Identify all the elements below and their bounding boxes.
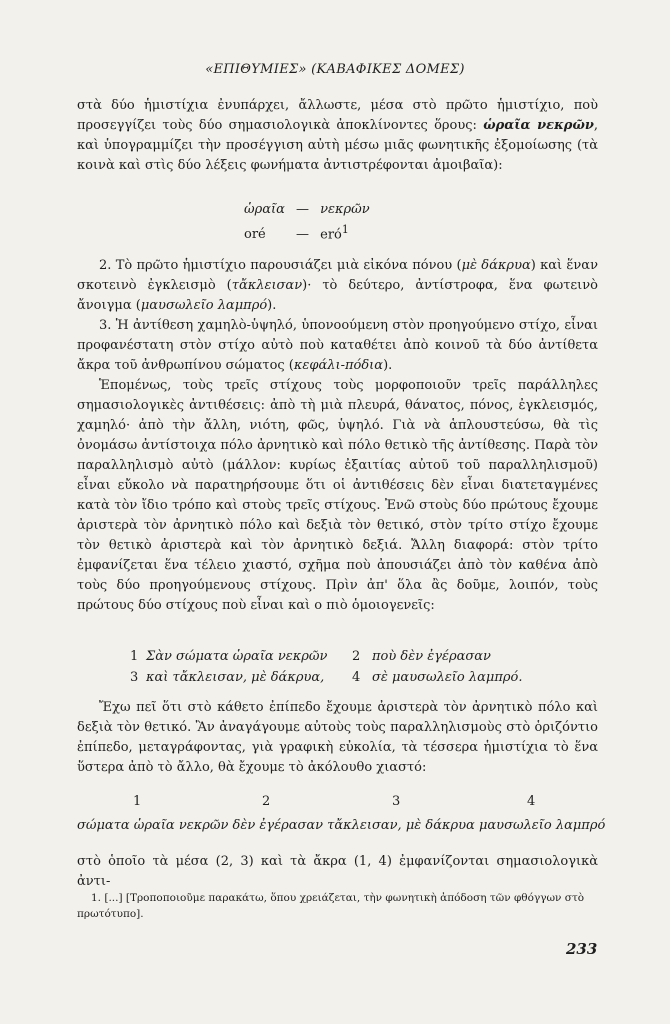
chiasm-number: 1 — [133, 794, 142, 809]
formula-row-phonetic — [244, 220, 370, 245]
page-number: 233 — [566, 940, 598, 958]
phonetic-formula — [244, 200, 370, 245]
verse-number: 4 — [352, 670, 361, 685]
formula-phon-ero: eró — [320, 227, 342, 243]
formula-word-nekron: νεκρῶν — [320, 202, 370, 217]
formula-dash: — — [296, 227, 309, 243]
paragraph-2-italic-3: μαυσωλεῖο λαμπρό — [140, 298, 268, 313]
verse-text: ποὺ δὲν ἐγέρασαν — [372, 649, 491, 664]
paragraph-1-italic: ὡραῖα νεκρῶν — [483, 118, 594, 133]
formula-dash: — — [296, 202, 309, 217]
chiasm-number: 2 — [262, 794, 271, 809]
paragraph-1-text-a: στὰ δύο ἡμιστίχια ἐνυπάρχει, ἄλλωστε, μέσα στὸ πρῶτο ἡμιστίχιο, ποὺ προσεγγίζει τοὺς δύο σημασιολογικὰ ἀποκλίνοντες ὅρους: — [77, 98, 598, 133]
paragraph-1-text-b: , καὶ ὑπογραμμίζει τὴν προσέγγιση αὐτὴ μέσω μιᾶς φωνητικῆς ἐξομοίωσης (τὰ κοινὰ καὶ στὶς δύο λέξεις φωνήματα ἀντιστρέφονται ἀμοιβαῖα): — [77, 118, 598, 173]
verse-number: 1 — [130, 649, 139, 664]
paragraph-5: Ἔχω πεῖ ὅτι στὸ κάθετο ἐπίπεδο ἔχουμε ἀριστερὰ τὸν ἀρνητικὸ πόλο καὶ δεξιὰ τὸν θετικό. Ἂν ἀναγάγουμε αὐτοὺς τοὺς παραλληλισμοὺς στὸ ὁριζόντιο ἐπίπεδο, μεταγράφοντας, γιὰ γραφικὴ εὐκολία, τὰ τέσσερα ἡμιστίχια τὸ ἕνα ὕστερα ἀπὸ τὸ ἄλλο, θὰ ἔχουμε τὸ ἀκόλουθο χιαστό: — [77, 700, 598, 775]
paragraph-1 — [77, 96, 598, 176]
verse-number: 2 — [352, 649, 361, 664]
chiasm-number: 3 — [392, 794, 401, 809]
paragraph-2-text: ) καὶ ἕναν σκοτεινὸ ἐγκλεισμὸ ( — [77, 258, 598, 293]
verse-text: καὶ τἄκλεισαν, μὲ δάκρυα, — [146, 670, 325, 685]
paragraph-2 — [77, 256, 598, 316]
paragraph-2-text: )· τὸ δεύτερο, ἀντίστροφα, ἕνα φωτεινὸ ἄνοιγμα ( — [77, 278, 598, 313]
formula-row-greek — [244, 200, 370, 220]
paragraph-2-text: 2. Τὸ πρῶτο ἡμιστίχιο παρουσιάζει μιὰ εἰκόνα πόνου ( — [99, 258, 462, 273]
paragraph-3 — [77, 316, 598, 376]
footnote: 1. [...] [Τροποποιοῦμε παρακάτω, ὅπου χρειάζεται, τὴν φωνητικὴ ἀπόδοση τῶν φθόγγων στὸ πρωτότυπο]. — [77, 892, 585, 920]
paragraph-3-text: ). — [383, 358, 393, 373]
formula-phon-ore: oré — [244, 227, 266, 243]
chiasm-numbers — [0, 794, 670, 814]
verse-text: Σὰν σώματα ὡραῖα νεκρῶν — [146, 649, 328, 664]
verse-number: 3 — [130, 670, 139, 685]
paragraph-3-text: 3. Ἡ ἀντίθεση χαμηλὸ-ὑψηλό, ὑπονοούμενη στὸν προηγούμενο στίχο, εἶναι προφανέστατη στὸν στίχο αὐτὸ ποὺ καταθέτει ἀπὸ κοινοῦ τὰ δύο ἀντίθετα ἄκρα τοῦ ἀνθρωπίνου σώματος ( — [77, 318, 598, 373]
paragraph-2-text: ). — [267, 298, 277, 313]
verse-line — [130, 667, 522, 688]
paragraph-4: Ἑπομένως, τοὺς τρεῖς στίχους τοὺς μορφοποιοῦν τρεῖς παράλληλες σημασιολογικὲς ἀντιθέσεις: ἀπὸ τὴ μιὰ πλευρά, θάνατος, πόνος, ἐγκλεισμός, χαμηλό· ἀπὸ τὴν ἄλλη, νιότη, φῶς, ὑψηλό. Γιὰ νὰ ἁπλουστεύσω, θὰ τὶς ὀνομάσω ἀντίστοιχα πόλο ἀρνητικὸ καὶ πόλο θετικὸ τῆς ἀντίθεσης. Παρὰ τὸν παραλληλισμὸ αὐτὸ (μάλλον: κυρίως ἐξαιτίας αὐτοῦ τοῦ παραλληλισμοῦ) εἶναι εὔκολο νὰ παρατηρήσουμε ὅτι οἱ ἀντιθέσεις δὲν εἶναι διατεταγμένες κατὰ τὸν ἴδιο τρόπο καὶ στοὺς τρεῖς στίχους. Ἐνῶ στοὺς δύο πρώτους ἔχουμε ἀριστερὰ τὸν ἀρνητικὸ πόλο καὶ δεξιὰ τὸν θετικό, στὸν τρίτο στίχο ἔχουμε τὸν θετικὸ ἀριστερὰ καὶ τὸν ἀρνητικὸ δεξιά. Ἄλλη διαφορά: στὸν τρίτο ἐμφανίζεται ἕνα τέλειο χιαστό, σχῆμα ποὺ ἀπουσιάζει ἀπὸ τὸν καθένα ἀπὸ τοὺς δύο προηγούμενους στίχους. Πρὶν ἀπ' ὅλα ἂς δοῦμε, λοιπόν, τοὺς πρώτους δύο στίχους ποὺ εἶναι καὶ ο πιὸ ὁμοιογενεῖς: — [77, 378, 598, 613]
verse-block — [130, 646, 522, 688]
chiasm-number: 4 — [527, 794, 536, 809]
verse-line — [130, 646, 522, 667]
running-header: «ΕΠΙΘΥΜΙΕΣ» (ΚΑΒΑΦΙΚΕΣ ΔΟΜΕΣ) — [205, 62, 465, 77]
chiasm-line: σώματα ὡραῖα νεκρῶν δὲν ἐγέρασαν τἄκλεισαν, μὲ δάκρυα μαυσωλεῖο λαμπρό — [77, 818, 606, 833]
paragraph-6: στὸ ὁποῖο τὰ μέσα (2, 3) καὶ τὰ ἄκρα (1, 4) ἐμφανίζονται σημασιολογικὰ ἀντι- — [77, 854, 598, 889]
formula-word-oraia: ὡραῖα — [244, 202, 285, 217]
paragraph-3-italic: κεφάλι-πόδια — [293, 358, 384, 373]
paragraph-2-italic-1: μὲ δάκρυα — [461, 258, 531, 273]
paragraph-2-italic-2: τἄκλεισαν — [231, 278, 303, 293]
verse-text: σὲ μαυσωλεῖο λαμπρό. — [372, 670, 523, 685]
footnote-marker: 1 — [341, 223, 349, 236]
